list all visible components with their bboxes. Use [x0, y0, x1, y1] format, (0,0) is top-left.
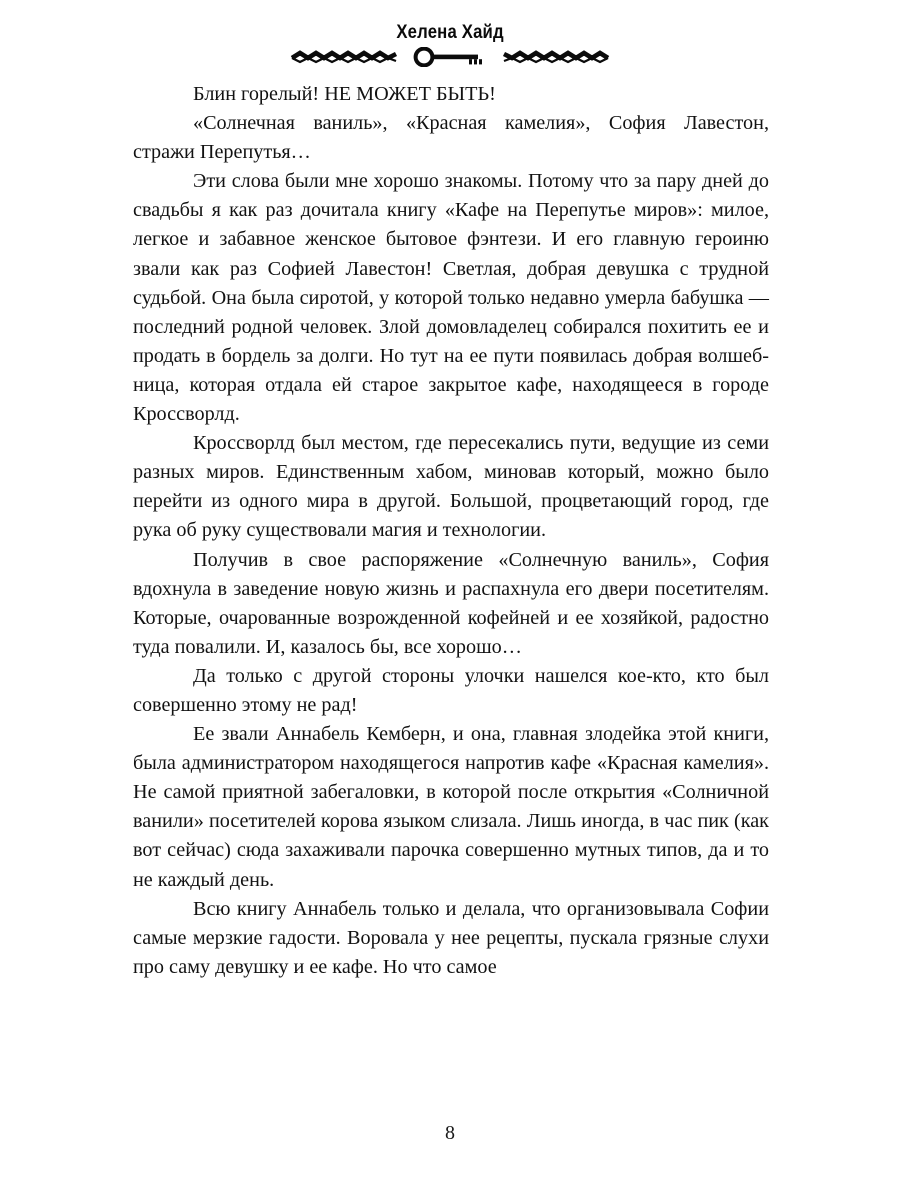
paragraph: Получив в свое распоряжение «Солнечную ваниль», София вдохнула в заведение новую жизнь и распахнула его двери посетителям. Которые, очарованные возрожденной кофейней и ее хозяйкой, радостно туда повалили. И, казалось бы, все хорошо…: [133, 548, 769, 658]
paragraph: «Солнечная ваниль», «Красная камелия», София Лавестон, стражи Перепутья…: [133, 112, 769, 164]
running-head-title: Хелена Хайд: [396, 22, 504, 43]
paragraph: Кроссворлд был местом, где пересекались пути, ведущие из семи разных миров. Единственным хабом, миновав который, можно было перейти из одного мира в другой. Большой, процветающий город, где рука об руку существовали магия и технологии.: [133, 432, 769, 542]
running-head: [0, 22, 900, 44]
page-number: 8: [445, 1122, 455, 1144]
section-ornament: [0, 47, 900, 67]
key-icon: [412, 47, 488, 67]
paragraph: Блин горелый! НЕ МОЖЕТ БЫТЬ!: [193, 83, 496, 105]
zigzag-wave-right-icon: [502, 49, 610, 65]
body-text: [133, 80, 769, 982]
zigzag-wave-left-icon: [290, 49, 398, 65]
paragraph: Ее звали Аннабель Кемберн, и она, главная злодейка этой книги, была администратором находящегося напротив кафе «Красная камелия». Не самой приятной забегаловки, в которой после открытия «Солничной ванили» посетителей корова языком слизала. Лишь иногда, в час пик (как вот сейчас) сюда захаживали парочка совершенно мутных типов, да и то не каждый день.: [133, 723, 769, 891]
paragraph: Да только с другой стороны улочки нашелся кое-кто, кто был совершенно этому не рад!: [133, 664, 769, 716]
paragraph: Эти слова были мне хорошо знакомы. Потому что за пару дней до свадьбы я как раз дочитала книгу «Кафе на Перепутье миров»: милое, легкое и забавное женское бытовое фэнтези. И его главную героиню звали как раз Софией Лавестон! Светлая, добрая девушка с трудной судьбой. Она была сиротой, у которой только недавно умерла бабушка — последний родной человек. Злой домовладелец собирался похитить ее и продать в бордель за долги. Но тут на ее пути появилась добрая волшебница, которая отдала ей старое закрытое кафе, находящееся в городе Кроссворлд.: [133, 170, 769, 426]
paragraph: Всю книгу Аннабель только и делала, что организовывала Софии самые мерзкие гадости. Воровала у нее рецепты, пускала грязные слухи про саму девушку и ее кафе. Но что самое: [133, 897, 769, 978]
